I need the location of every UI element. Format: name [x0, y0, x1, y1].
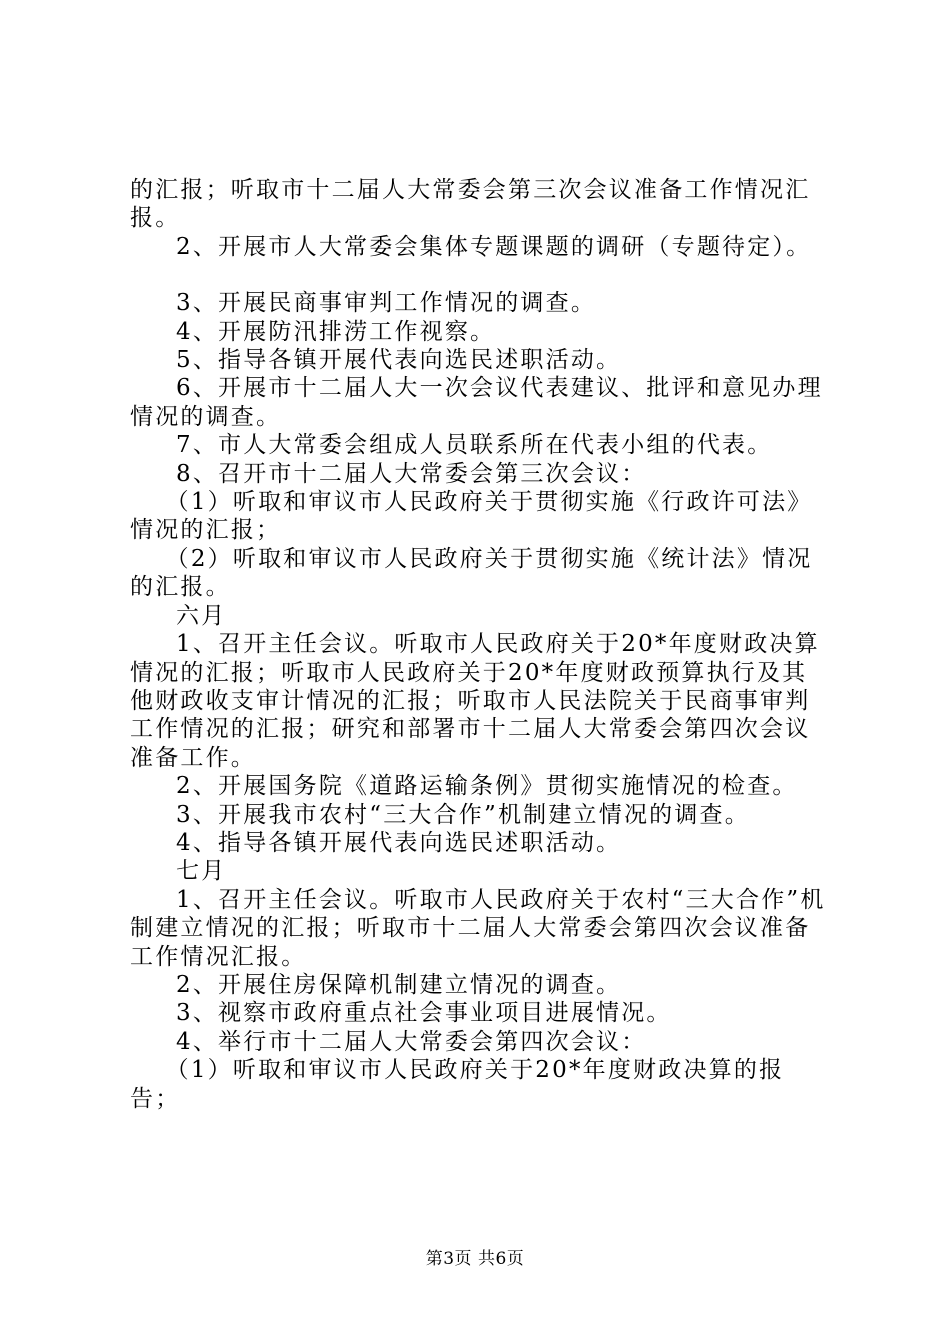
paragraph: 4、指导各镇开展代表向选民述职活动。: [176, 829, 622, 856]
paragraph: 2、开展住房保障机制建立情况的调查。: [176, 971, 622, 998]
document-body: [130, 176, 830, 1113]
paragraph: 4、开展防汛排涝工作视察。: [176, 318, 496, 345]
paragraph: 7、市人大常委会组成人员联系所在代表小组的代表。: [176, 432, 773, 459]
paragraph: 4、举行市十二届人大常委会第四次会议：: [176, 1028, 647, 1055]
section-heading-june: 六月: [176, 602, 227, 629]
paragraph: 8、召开市十二届人大常委会第三次会议：: [176, 460, 647, 487]
page-number-footer: 第3页 共6页: [425, 1249, 525, 1269]
paragraph: 1、召开主任会议。听取市人民政府关于农村“三大合作”机制建立情况的汇报；听取市十二届人大常委会第四次会议准备工作情况汇报。: [130, 886, 826, 970]
paragraph: 5、指导各镇开展代表向选民述职活动。: [176, 347, 622, 374]
paragraph: 6、开展市十二届人大一次会议代表建议、批评和意见办理情况的调查。: [130, 375, 823, 430]
section-heading-july: 七月: [176, 858, 227, 885]
paragraph: 2、开展市人大常委会集体专题课题的调研（专题待定）。: [176, 233, 812, 260]
paragraph: （2）听取和审议市人民政府关于贯彻实施《统计法》情况的汇报。: [130, 545, 813, 601]
paragraph: 3、开展我市农村“三大合作”机制建立情况的调查。: [176, 801, 750, 828]
paragraph: 3、开展民商事审判工作情况的调查。: [176, 290, 597, 317]
paragraph: （1）听取和审议市人民政府关于20*年度财政决算的报告；: [130, 1057, 785, 1112]
paragraph: 1、召开主任会议。听取市人民政府关于20*年度财政决算情况的汇报；听取市人民政府关于20*年度财政预算执行及其他财政收支审计情况的汇报；听取市人民法院关于民商事审判工作情况的汇报；研究和部署市十二届人大常委会第四次会议准备工作。: [130, 631, 820, 771]
paragraph: 的汇报；听取市十二届人大常委会第三次会议准备工作情况汇报。: [130, 177, 811, 232]
paragraph: 3、视察市政府重点社会事业项目进展情况。: [176, 1000, 672, 1027]
paragraph: 2、开展国务院《道路运输条例》贯彻实施情况的检查。: [176, 773, 798, 800]
paragraph: （1）听取和审议市人民政府关于贯彻实施《行政许可法》情况的汇报；: [130, 489, 813, 544]
